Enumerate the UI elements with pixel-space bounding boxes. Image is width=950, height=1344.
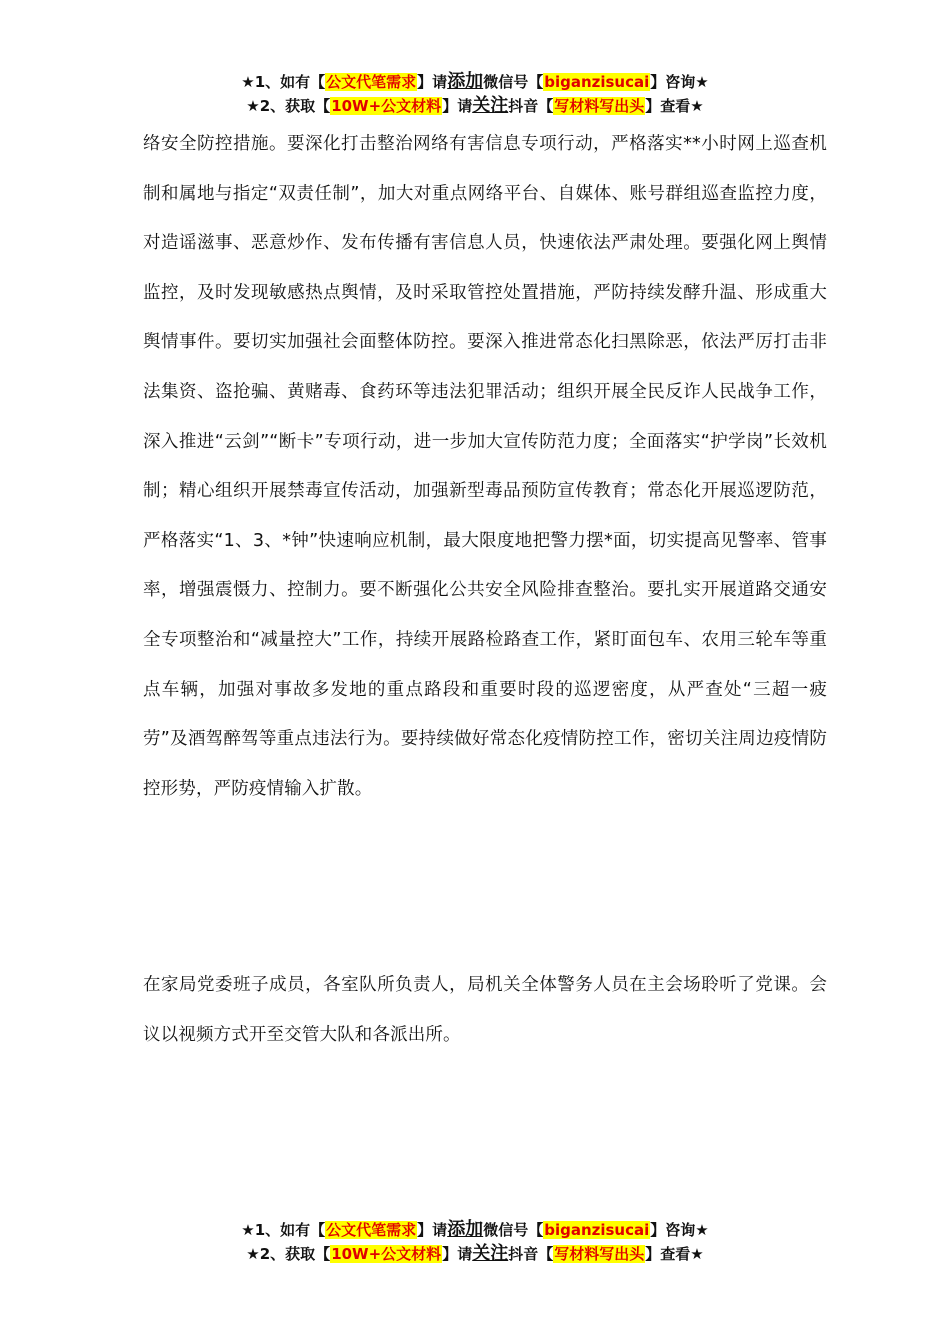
body-paragraph-2: 在家局党委班子成员，各室队所负责人，局机关全体警务人员在主会场聆听了党课。会议以视频方式开至交管大队和各派出所。 <box>143 975 827 1045</box>
highlight-wechat-id: biganzisucai <box>544 1221 650 1239</box>
footer-banner <box>0 1218 950 1266</box>
highlight-materials: 10W+公文材料 <box>331 97 442 115</box>
highlight-wechat-id: biganzisucai <box>544 73 650 91</box>
header-banner <box>0 70 950 118</box>
highlight-service: 公文代笔需求 <box>326 73 417 91</box>
highlight-douyin-account: 写材料写出头 <box>554 97 645 115</box>
banner-line-1: ★1、如有【公文代笔需求】请添加微信号【biganzisucai】咨询★ <box>241 1219 709 1240</box>
highlight-materials: 10W+公文材料 <box>331 1245 442 1263</box>
banner-line-2: ★2、获取【10W+公文材料】请关注抖音【写材料写出头】查看★ <box>246 1243 704 1264</box>
body-paragraph-1: 络安全防控措施。要深化打击整治网络有害信息专项行动，严格落实**小时网上巡查机制和属地与指定“双责任制”，加大对重点网络平台、自媒体、账号群组巡查监控力度，对造谣滋事、恶意炒作、发布传播有害信息人员，快速依法严肃处理。要强化网上舆情监控，及时发现敏感热点舆情，及时采取管控处置措施，严防持续发酵升温、形成重大舆情事件。要切实加强社会面整体防控。要深入推进常态化扫黑除恶，依法严厉打击非法集资、盗抢骗、黄赌毒、食药环等违法犯罪活动；组织开展全民反诈人民战争工作，深入推进“云剑”“断卡”专项行动，进一步加大宣传防范力度；全面落实“护学岗”长效机制；精心组织开展禁毒宣传活动，加强新型毒品预防宣传教育；常态化开展巡逻防范，严格落实“1、3、*钟”快速响应机制，最大限度地把警力摆*面，切实提高见警率、管事率，增强震慑力、控制力。要不断强化公共安全风险排查整治。要扎实开展道路交通安全专项整治和“减量控大”工作，持续开展路检路查工作，紧盯面包车、农用三轮车等重点车辆，加强对事故多发地的重点路段和重要时段的巡逻密度，从严查处“三超一疲劳”及酒驾醉驾等重点违法行为。要持续做好常态化疫情防控工作，密切关注周边疫情防控形势，严防疫情输入扩散。 <box>143 134 827 799</box>
banner-line-1: ★1、如有【公文代笔需求】请添加微信号【biganzisucai】咨询★ <box>241 71 709 92</box>
banner-line-2: ★2、获取【10W+公文材料】请关注抖音【写材料写出头】查看★ <box>246 95 704 116</box>
highlight-douyin-account: 写材料写出头 <box>554 1245 645 1263</box>
highlight-service: 公文代笔需求 <box>326 1221 417 1239</box>
